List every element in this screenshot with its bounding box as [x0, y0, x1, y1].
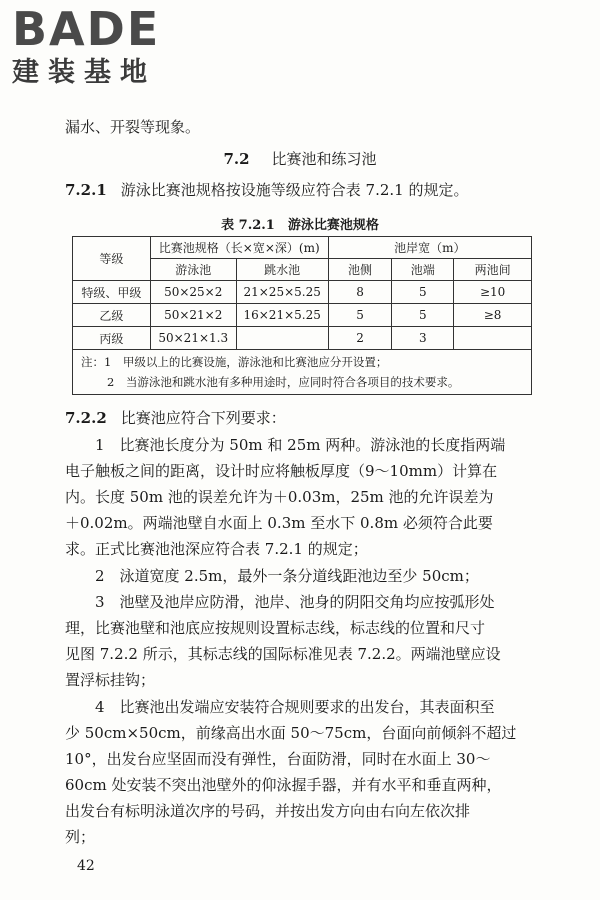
cell-end: 5 [392, 281, 454, 304]
clause-number: 7.2.2 [65, 409, 107, 427]
table-row [73, 327, 532, 350]
cell-between: ≥8 [454, 304, 532, 327]
body-line: 见图 7.2.2 所示，其标志线的国际标准见表 7.2.2。两端池壁应设 [65, 645, 501, 663]
body-line: 电子触板之间的距离，设计时应将触板厚度（9～10mm）计算在 [65, 462, 498, 480]
cell-side: 8 [328, 281, 392, 304]
clause-number: 7.2.1 [65, 181, 107, 199]
subheader-between: 两池间 [454, 259, 532, 281]
table-title: 表 7.2.1 游泳比赛池规格 [221, 218, 379, 233]
body-line: 少 50cm×50cm，前缘高出水面 50～75cm，台面向前倾斜不超过 [65, 724, 517, 742]
table-row [73, 281, 532, 304]
body-line: 列； [65, 828, 96, 846]
logo-wordmark: BADE [12, 2, 161, 56]
cell-between [454, 327, 532, 350]
body-line: 求。正式比赛池池深应符合表 7.2.1 的规定； [65, 540, 368, 558]
cell-between: ≥10 [454, 281, 532, 304]
clause-text: 游泳比赛池规格按设施等级应符合表 7.2.1 的规定。 [120, 181, 469, 199]
subheader-side: 池侧 [328, 259, 392, 281]
top-line: 漏水、开裂等现象。 [65, 118, 201, 136]
section-number: 7.2 [223, 150, 250, 168]
cell-grade: 特级、甲级 [73, 281, 151, 304]
table-notes [73, 350, 532, 395]
body-line: 60cm 处安装不突出池壁外的仰泳握手器，并有水平和垂直两种， [65, 776, 502, 794]
cell-grade: 乙级 [73, 304, 151, 327]
pool-spec-table [72, 236, 532, 395]
header-grade: 等级 [73, 237, 151, 281]
cell-dive [236, 327, 328, 350]
body-line: 理，比赛池壁和池底应按规则设置标志线，标志线的位置和尺寸 [65, 619, 486, 637]
subheader-end: 池端 [392, 259, 454, 281]
body-line: 3 池壁及池岸应防滑，池岸、池身的阴阳交角均应按弧形处 [95, 593, 495, 611]
cell-dive: 16×21×5.25 [236, 304, 328, 327]
clause-7-2-1 [65, 180, 535, 200]
section-heading [0, 148, 600, 169]
section-title: 比赛池和练习池 [271, 150, 377, 168]
body-line: 10°，出发台应坚固而没有弹性，台面防滑，同时在水面上 30～ [65, 750, 491, 768]
note-1: 注：1 甲级以上的比赛设施，游泳池和比赛池应分开设置； [81, 355, 388, 369]
body-line: ＋0.02m。两端池壁自水面上 0.3m 至水下 0.8m 必须符合此要 [65, 514, 493, 532]
subheader-dive: 跳水池 [236, 259, 328, 281]
body-line: 内。长度 50m 池的误差允许为＋0.03m，25m 池的允许误差为 [65, 488, 494, 506]
cell-swim: 50×21×2 [150, 304, 236, 327]
cell-end: 5 [392, 304, 454, 327]
cell-side: 5 [328, 304, 392, 327]
body-line: 置浮标挂钩； [65, 671, 156, 689]
clause-text: 比赛池应符合下列要求： [120, 409, 286, 427]
cell-side: 2 [328, 327, 392, 350]
table-row [73, 304, 532, 327]
cell-swim: 50×25×2 [150, 281, 236, 304]
cell-swim: 50×21×1.3 [150, 327, 236, 350]
header-shore: 池岸宽（m） [328, 237, 531, 259]
body-line: 出发台有标明泳道次序的号码，并按出发方向由右向左依次排 [65, 802, 471, 820]
clause-7-2-2 [65, 408, 535, 428]
body-line: 2 泳道宽度 2.5m，最外一条分道线距池边至少 50cm； [95, 567, 479, 585]
table-notes-row [73, 350, 532, 395]
subheader-swim: 游泳池 [150, 259, 236, 281]
page-number: 42 [77, 858, 95, 874]
logo-chinese-text: 建装基地 [12, 57, 156, 88]
cell-end: 3 [392, 327, 454, 350]
body-line: 1 比赛池长度分为 50m 和 25m 两种。游泳池的长度指两端 [95, 436, 506, 454]
cell-grade: 丙级 [73, 327, 151, 350]
bade-logo [12, 2, 161, 88]
body-line: 4 比赛池出发端应安装符合规则要求的出发台，其表面积至 [95, 698, 495, 716]
header-size: 比赛池规格（长×宽×深）(m) [150, 237, 328, 259]
note-2: 2 当游泳池和跳水池有多种用途时，应同时符合各项目的技术要求。 [107, 375, 460, 389]
cell-dive: 21×25×5.25 [236, 281, 328, 304]
